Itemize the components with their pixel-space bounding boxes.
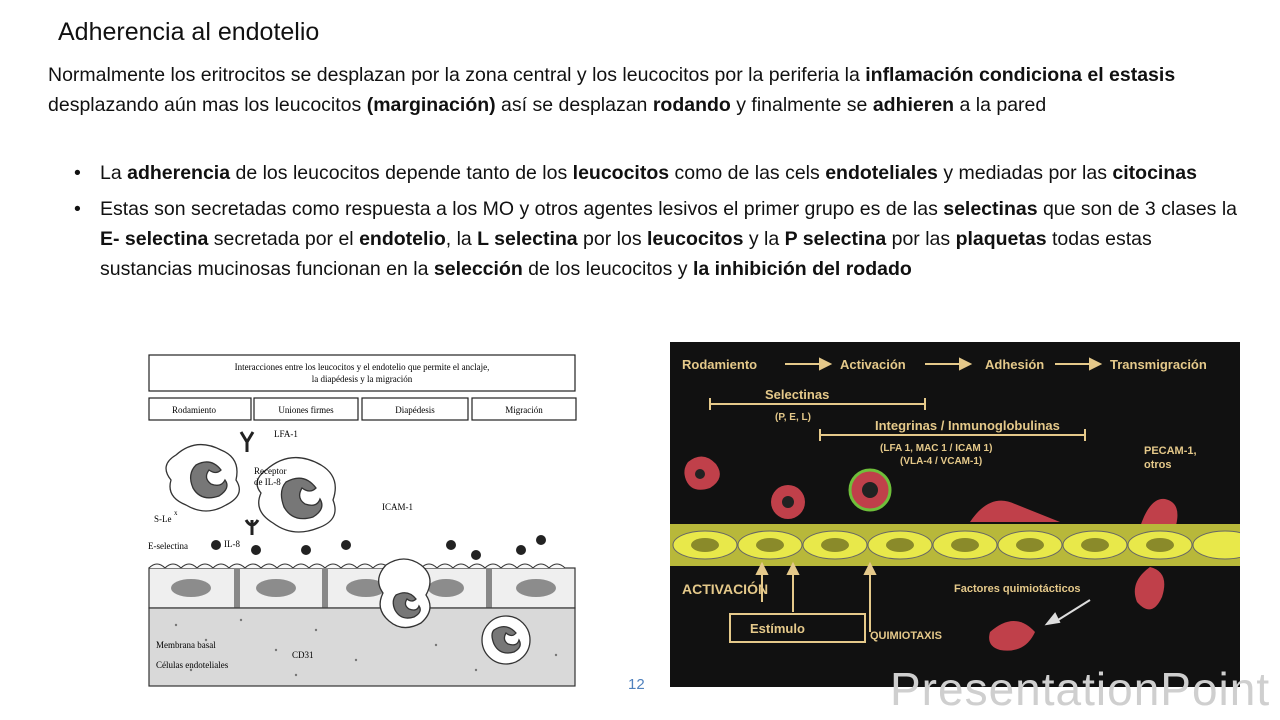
pecam-label-1: PECAM-1, (1144, 445, 1197, 457)
leukocyte-adhesion-diagram (146, 350, 580, 690)
integrinas-sub1: (LFA 1, MAC 1 / ICAM 1) (880, 443, 993, 454)
bullet-item-selectinas: • Estas son secretadas como respuesta a los MO y otros agentes lesivos el primer grupo es de las selectinas que son de 3 clases la E- selectina secretada por el endotelio, la L selectina por los leucocitos y la P selectina por las plaquetas todas estas sustancias mucinosas funcionan en la selección de los leucocitos y la inhibición del rodado (48, 194, 1248, 284)
step-transmigracion: Transmigración (1110, 357, 1207, 372)
leukocyte-rolling (166, 445, 239, 511)
diagram-header-box (149, 355, 575, 391)
intro-paragraph: Normalmente los eritrocitos se desplazan por la zona central y los leucocitos por la periferia la inflamación condiciona el estasis desplazando aún mas los leucocitos (marginación) así se desplazan rodando y finalmente se adhieren a la pared (48, 64, 1176, 116)
integrinas-sub2: (VLA-4 / VCAM-1) (900, 456, 983, 467)
integrinas-label: Integrinas / Inmunoglobulinas (875, 418, 1060, 433)
pecam-label-2: otros (1144, 459, 1172, 471)
quimiotaxis-label: QUIMIOTAXIS (870, 630, 942, 642)
endothelial-layer (149, 564, 575, 608)
bullet-item-adherencia: • La adherencia de los leucocitos depende tanto de los leucocitos como de las cels endoteliales y mediadas por las citocinas (48, 158, 1248, 188)
label-slex-sup: x (174, 509, 178, 517)
bullet-dot-icon: • (74, 198, 81, 220)
step-rodamiento: Rodamiento (682, 357, 758, 372)
label-receptor-2: de IL-8 (254, 477, 281, 487)
label-membrana: Membrana basal (156, 640, 216, 650)
activacion-label: ACTIVACIÓN (682, 581, 769, 597)
selectinas-label: Selectinas (765, 387, 830, 402)
label-eselectina: E-selectina (148, 541, 188, 551)
step-adhesion: Adhesión (985, 357, 1045, 372)
step-label-diapedesis: Diapédesis (395, 405, 435, 415)
estimulo-label: Estímulo (750, 621, 805, 636)
label-lfa1: LFA-1 (274, 429, 298, 439)
selectinas-sub: (P, E, L) (775, 412, 811, 423)
leukocyte-migration (482, 616, 530, 664)
factores-label: Factores quimiotácticos (954, 583, 1081, 595)
leukocyte-diapedesis (379, 559, 430, 628)
step-label-migracion: Migración (505, 405, 543, 415)
label-il8: IL-8 (224, 539, 240, 549)
page-number: 12 (628, 676, 645, 693)
endothelium-row (670, 524, 1240, 566)
diagram-header-line1: Interacciones entre los leucocitos y el endotelio que permite el anclaje, (234, 362, 490, 372)
label-celulas: Células endoteliales (156, 660, 229, 670)
leukocyte-cascade-figure (670, 342, 1240, 687)
bullet-list (48, 158, 1248, 290)
label-icam1: ICAM-1 (382, 502, 413, 512)
watermark: PresentationPoint (890, 663, 1271, 715)
label-cd31: CD31 (292, 650, 314, 660)
diagram-header-line2: la diapédesis y la migración (311, 374, 413, 384)
bullet-dot-icon: • (74, 162, 81, 184)
step-label-uniones: Uniones firmes (278, 405, 334, 415)
step-label-rodamiento: Rodamiento (172, 405, 216, 415)
label-receptor-1: Receptor (254, 466, 287, 476)
slide-title: Adherencia al endotelio (58, 18, 320, 46)
step-activacion: Activación (840, 357, 906, 372)
label-slex: S-Le (154, 514, 172, 524)
